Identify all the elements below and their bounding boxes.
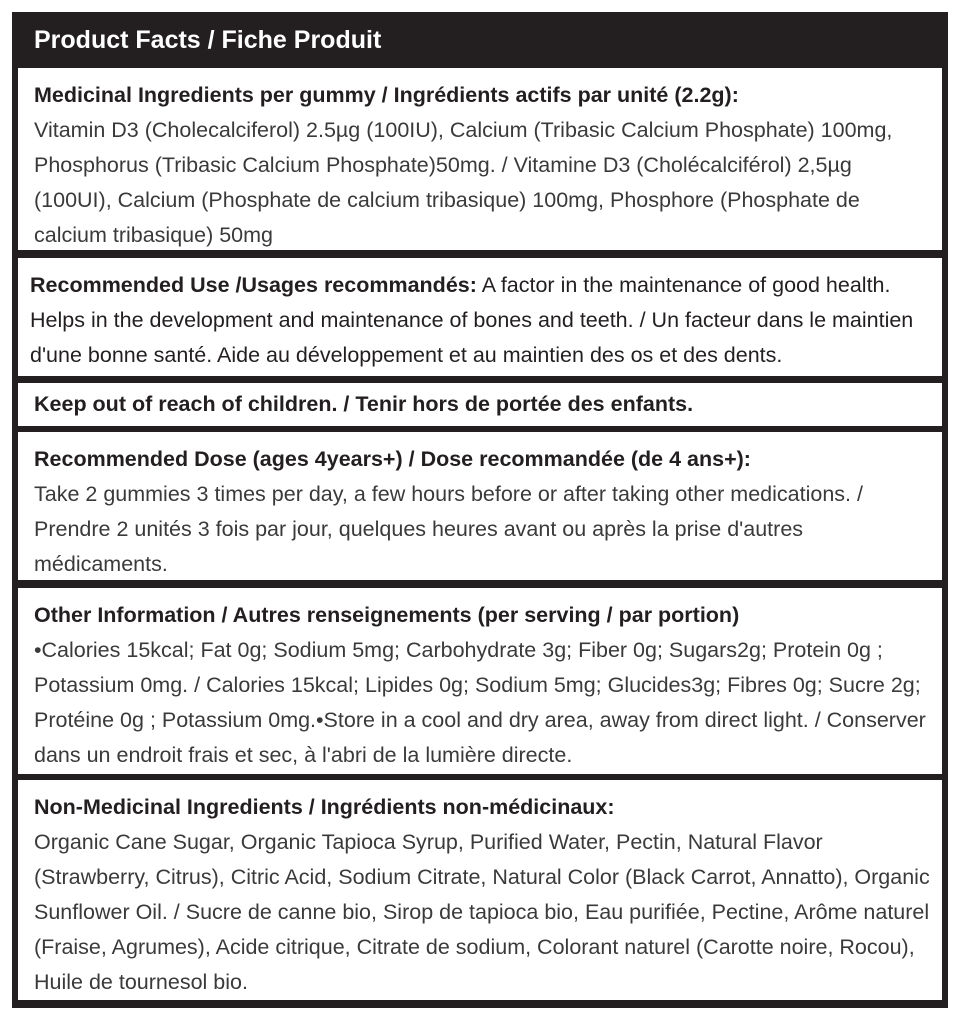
section-body: Take 2 gummies 3 times per day, a few hours before or after taking other medications. / Prendre 2 unités 3 fois par jour, quelques heures avant ou après la prise d'autres médicaments. [34,482,863,576]
section-body: Vitamin D3 (Cholecalciferol) 2.5µg (100IU), Calcium (Tribasic Calcium Phosphate) 100mg, Phosphorus (Tribasic Calcium Phosphate)50mg. / Vitamine D3 (Cholécalciférol) 2,5µg (100UI), Calcium (Phosphate de calcium tribasique) 100mg, Phosphore (Phosphate de calcium tribasique) 50mg [34,118,893,247]
non-medicinal-ingredients-section [18,780,942,1000]
section-heading: Recommended Dose (ages 4years+) / Dose recommandée (de 4 ans+): [34,447,751,471]
section-heading: Non-Medicinal Ingredients / Ingrédients non-médicinaux: [34,795,615,819]
recommended-use-section [18,258,942,376]
section-body: A factor in the maintenance of good health. Helps in the development and maintenance of bones and teeth. / Un facteur dans le maintien d'une bonne santé. Aide au développement et au maintien des os et des dents. [30,273,914,367]
warning-section [18,383,942,426]
section-heading: Medicinal Ingredients per gummy / Ingrédients actifs par unité (2.2g): [34,83,739,107]
label-title: Product Facts / Fiche Produit [34,26,382,54]
section-heading: Other Information / Autres renseignements (per serving / par portion) [34,603,740,627]
medicinal-ingredients-section [18,68,942,250]
product-facts-label [12,12,948,1008]
recommended-dose-section [18,432,942,580]
section-heading: Keep out of reach of children. / Tenir hors de portée des enfants. [34,392,694,416]
section-heading: Recommended Use /Usages recommandés: [30,273,477,297]
section-body: •Calories 15kcal; Fat 0g; Sodium 5mg; Carbohydrate 3g; Fiber 0g; Sugars2g; Protein 0g ; Potassium 0mg. / Calories 15kcal; Lipides 0g; Sodium 5mg; Glucides3g; Fibres 0g; Sucre 2g; Protéine 0g ; Potassium 0mg.•Store in a cool and dry area, away from direct light. / Conserver dans un endroit frais et sec, à l'abri de la lumière directe. [34,638,926,767]
section-body: Organic Cane Sugar, Organic Tapioca Syrup, Purified Water, Pectin, Natural Flavor (Strawberry, Citrus), Citric Acid, Sodium Citrate, Natural Color (Black Carrot, Annatto), Organic Sunflower Oil. / Sucre de canne bio, Sirop de tapioca bio, Eau purifiée, Pectine, Arôme naturel (Fraise, Agrumes), Acide citrique, Citrate de sodium, Colorant naturel (Carotte noire, Rocou), Huile de tournesol bio. [34,830,930,994]
other-information-section [18,588,942,774]
